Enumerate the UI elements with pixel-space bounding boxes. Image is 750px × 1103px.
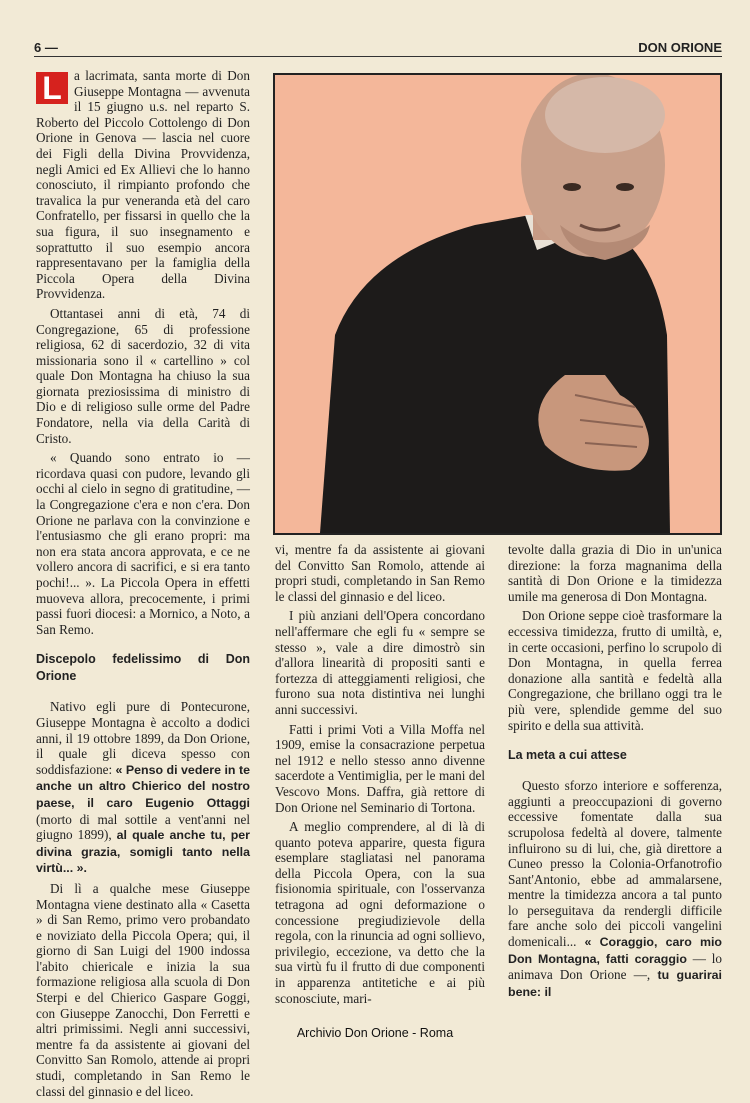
column-2: [275, 542, 485, 1010]
archive-footer: Archivio Don Orione - Roma: [296, 1026, 454, 1040]
paragraph-continued: vi, mentre fa da assistente ai giovani del Convitto San Romolo, attende ai propri studi, completando in San Remo le classi del ginnasio e del liceo.: [275, 542, 485, 604]
running-title: DON ORIONE: [638, 40, 722, 55]
paragraph: Questo sforzo interiore e sofferenza, aggiunti a preoccupazioni di governo eccessive fomentate dalla sua scrupolosa fedeltà al dovere, talmente influirono su di lui, che, già direttore a Cuneo presso la Colonia-Orfanotrofio Sant'Antonio, ebbe ad ammalarsene, mentre la timidezza ancora a tal punto lo perseguitava da rendergli difficile fare anche solo dei piccoli vangelini domenicali... « Coraggio, caro mio Don Montagna, fatti coraggio — lo animava Don Orione —, tu guarirai bene: il: [508, 778, 723, 999]
priest-portrait-illustration: [275, 75, 720, 533]
paragraph: Don Orione seppe cioè trasformare la eccessiva timidezza, frutto di umiltà, e, in certe occasioni, perfino lo scrupolo di Don Montagna, in quella ferrea donazione alla santità e fedeltà alla Congregazione, che brillano oggi tra le più vere, splendide gemme del suo spirito e della sua attività.: [508, 608, 722, 733]
drop-cap: L: [36, 72, 68, 104]
paragraph: Nativo egli pure di Pontecurone, Giuseppe Montagna è accolto a dodici anni, il 19 ottobre 1899, da Don Orione, il quale gli diceva spesso con soddisfazione: « Penso di vedere in te anche un altro Chierico del nostro paese, il caro Eugenio Ottaggi (morto di mal sottile a vent'anni nel giugno 1899), al quale anche tu, per divina grazia, somigli tanto nella virtù... ».: [36, 699, 250, 876]
paragraph-continued: tevolte dalla grazia di Dio in un'unica direzione: la forza magnanima della santità di Don Orione e la timidezza umile ma generosa di Don Montagna.: [508, 542, 722, 604]
paragraph: A meglio comprendere, al di là di quanto poteva apparire, questa figura esemplare stagliatasi nel panorama della Piccola Opera, con la sua fisionomia spirituale, con l'osservanza tetragona ad ogni deformazione o concessione pregiudizievole della regola, con la rinuncia ad ogni sollievo, privilegio, eccezione, va detto che la sua virtù fu il frutto di due componenti in apparenza antitetiche e ai più sconosciute, mari-: [275, 819, 485, 1006]
portrait-photo: [273, 73, 722, 535]
paragraph: I più anziani dell'Opera concordano nell'affermare che egli fu « sempre se stesso », vale a dire dimostrò sin d'allora linearità di propositi santi e fortezza di atteggiamenti religiosi, che furono sua nota distintiva nei lunghi anni successivi.: [275, 608, 485, 717]
paragraph: L a lacrimata, santa morte di Don Giuseppe Montagna — avvenuta il 15 giugno u.s. nel reparto S. Roberto del Piccolo Cottolengo di Don Orione in Genova — lascia nel cuore dei Figli della Divina Provvidenza, negli Amici ed Ex Allievi che lo hanno conosciuto, il rimpianto profondo che travalica la pur veneranda età del caro Confratello, per fissarsi in quello che la sua figura, il suo insegnamento e soprattutto il suo esempio ancora rappresentavano per la famiglia della Piccola Opera della Divina Provvidenza.: [36, 68, 250, 302]
page-header: [34, 38, 722, 57]
section-heading: La meta a cui attese: [508, 748, 627, 763]
column-1: [36, 68, 250, 1103]
column-3: [508, 542, 722, 1004]
section-heading: Discepolo fedelissimo di Don Orione: [36, 652, 250, 684]
page-number: 6 —: [34, 40, 58, 55]
paragraph: Di lì a qualche mese Giuseppe Montagna viene destinato alla « Casetta » di San Remo, primo vero probandato e noviziato della Piccola Opera; qui, il giorno di San Luigi del 1900 indossa l'abito chiericale e inizia la sua formazione religiosa alla scuola di Don Sterpi e del Chierico Gaspare Goggi, con Giuseppe Zanocchi, Don Ferretti e altri primissimi. Negli anni successivi, mentre fa da assistente ai giovani del Convitto San Romolo, attende ai propri studi, completando in San Remo le classi del ginnasio e del liceo.: [36, 880, 250, 1099]
paragraph: Fatti i primi Voti a Villa Moffa nel 1909, emise la consacrazione perpetua nel 1912 e nello stesso anno divenne sacerdote a Ventimiglia, per le mani del Vescovo Mons. Daffra, già rettore di Don Orione nel Seminario di Tortona.: [275, 721, 485, 815]
paragraph: Ottantasei anni di età, 74 di Congregazione, 65 di professione religiosa, 62 di sacerdozio, 32 di vita missionaria sono il « cartellino » col quale Don Montagna ha chiuso la sua giornata preziosissima di ministro di Dio e di religioso sulle orme del Padre Fondatore, nella via della Carità di Cristo.: [36, 305, 250, 446]
paragraph: « Quando sono entrato io — ricordava quasi con pudore, levando gli occhi al cielo in segno di gratitudine, — la Congregazione c'era e non c'era. Don Orione ne parlava con la convinzione e l'entusiasmo che gli erano propri: ma non era stata ancora approvata, e ce ne vollero ancora di sacrifici, e si era tanto pochi!... ». La Piccola Opera in effetti muoveva allora, precocemente, i primi passi fuori diocesi: a Mornico, a Noto, a San Remo.: [36, 450, 250, 637]
